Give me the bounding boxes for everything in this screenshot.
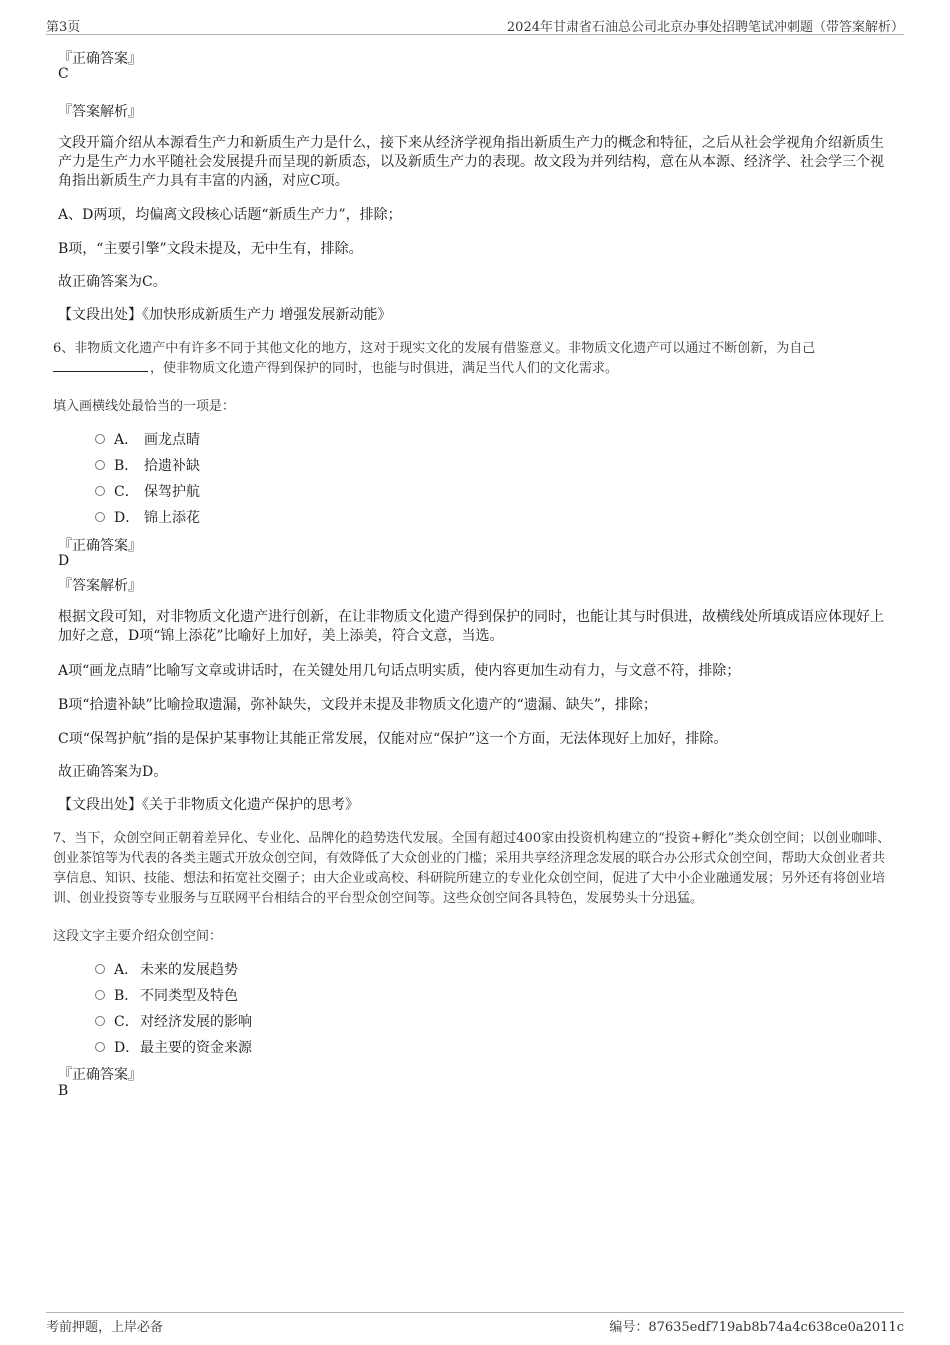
q6-option-c[interactable]: C． 保驾护航	[95, 481, 200, 501]
q6-analysis-label: 『答案解析』	[58, 578, 142, 594]
page-number: 第3页	[46, 20, 81, 35]
q5-answer: C	[58, 66, 69, 82]
q6-option-d[interactable]: D． 锦上添花	[95, 507, 200, 527]
q7-option-b[interactable]: B． 不同类型及特色	[95, 985, 238, 1005]
q7-answer: B	[58, 1083, 69, 1099]
radio-button[interactable]	[95, 512, 105, 522]
page-footer	[46, 1312, 904, 1335]
q6-answer-label: 『正确答案』	[58, 538, 142, 554]
q7-stem: 7、当下，众创空间正朝着差异化、专业化、品牌化的趋势迭代发展。全国有超过400家由投资机构建立的“投资+孵化”类众创空间；以创业咖啡、创业茶馆等为代表的各类主题式开放众创空间，有效降低了大众创业的门槛；采用共享经济理念发展的联合办公形式众创空间，帮助大众创业者共享信息、知识、技能、想法和拓宽社交圈子；由大企业或高校、科研院所建立的专业化众创空间，促进了大中小企业融通发展；另外还有将创业培训、创业投资等专业服务与互联网平台相结合的平台型众创空间等。这些众创空间各具特色，发展势头十分迅猛。	[53, 831, 891, 906]
q7-option-d[interactable]: D．最主要的资金来源	[95, 1037, 252, 1057]
q6-stem-part-b: ，使非物质文化遗产得到保护的同时，也能与时俱进，满足当代人们的文化需求。	[150, 361, 619, 376]
radio-button[interactable]	[95, 990, 105, 1000]
radio-button[interactable]	[95, 486, 105, 496]
q6-answer: D	[58, 553, 70, 569]
q6-prompt: 填入画横线处最恰当的一项是：	[53, 399, 236, 414]
radio-button[interactable]	[95, 1016, 105, 1026]
document-code: 编号：87635edf719ab8b74a4c638ce0a2011c	[609, 1320, 904, 1335]
fill-blank-line	[53, 359, 148, 372]
q6-stem	[53, 339, 893, 379]
q6-analysis-p2: A项“画龙点睛”比喻写文章或讲话时，在关键处用几句话点明实质，使内容更加生动有力，与文意不符，排除；	[58, 663, 741, 679]
q6-stem-part-a: 6、非物质文化遗产中有许多不同于其他文化的地方，这对于现实文化的发展有借鉴意义。非物质文化遗产可以通过不断创新，为自己	[53, 341, 816, 356]
q7-option-c[interactable]: C．对经济发展的影响	[95, 1011, 252, 1031]
q5-analysis-p4: 故正确答案为C。	[58, 274, 167, 290]
q6-option-a[interactable]: A． 画龙点睛	[95, 429, 200, 449]
radio-button[interactable]	[95, 434, 105, 444]
radio-button[interactable]	[95, 460, 105, 470]
q7-option-a[interactable]: A． 未来的发展趋势	[95, 959, 238, 979]
q7-prompt: 这段文字主要介绍众创空间：	[53, 929, 223, 944]
q6-analysis-p1: 根据文段可知，对非物质文化遗产进行创新，在让非物质文化遗产得到保护的同时，也能让其与时俱进，故横线处所填成语应体现好上加好之意，D项“锦上添花”比喻好上加好，美上添美，符合文意，当选。	[58, 609, 884, 644]
radio-button[interactable]	[95, 1042, 105, 1052]
footer-slogan: 考前押题，上岸必备	[46, 1320, 164, 1335]
q6-source: 【文段出处】《关于非物质文化遗产保护的思考》	[58, 797, 359, 813]
page-header	[46, 14, 904, 35]
q7-answer-label: 『正确答案』	[58, 1067, 142, 1083]
q5-analysis-p2: A、D两项，均偏离文段核心话题“新质生产力”，排除；	[58, 207, 402, 223]
q5-analysis-p1: 文段开篇介绍从本源看生产力和新质生产力是什么，接下来从经济学视角指出新质生产力的概念和特征，之后从社会学视角介绍新质生产力是生产力水平随社会发展提升而呈现的新质态，以及新质生产力的表现。故文段为并列结构，意在从本源、经济学、社会学三个视角指出新质生产力具有丰富的内涵，对应C项。	[58, 135, 884, 189]
q6-analysis-p5: 故正确答案为D。	[58, 764, 168, 780]
q5-answer-label: 『正确答案』	[58, 51, 142, 67]
q6-analysis-p4: C项“保驾护航”指的是保护某事物让其能正常发展，仅能对应“保护”这一个方面，无法体现好上加好，排除。	[58, 731, 728, 747]
radio-button[interactable]	[95, 964, 105, 974]
q5-analysis-p3: B项，“主要引擎”文段未提及，无中生有，排除。	[58, 241, 363, 257]
q5-source: 【文段出处】《加快形成新质生产力 增强发展新动能》	[58, 307, 392, 323]
q6-option-b[interactable]: B． 拾遗补缺	[95, 455, 200, 475]
document-title: 2024年甘肃省石油总公司北京办事处招聘笔试冲刺题（带答案解析）	[506, 20, 904, 35]
q6-analysis-p3: B项“拾遗补缺”比喻捡取遗漏，弥补缺失，文段并未提及非物质文化遗产的“遗漏、缺失”，排除；	[58, 697, 657, 713]
q5-analysis-label: 『答案解析』	[58, 104, 142, 120]
